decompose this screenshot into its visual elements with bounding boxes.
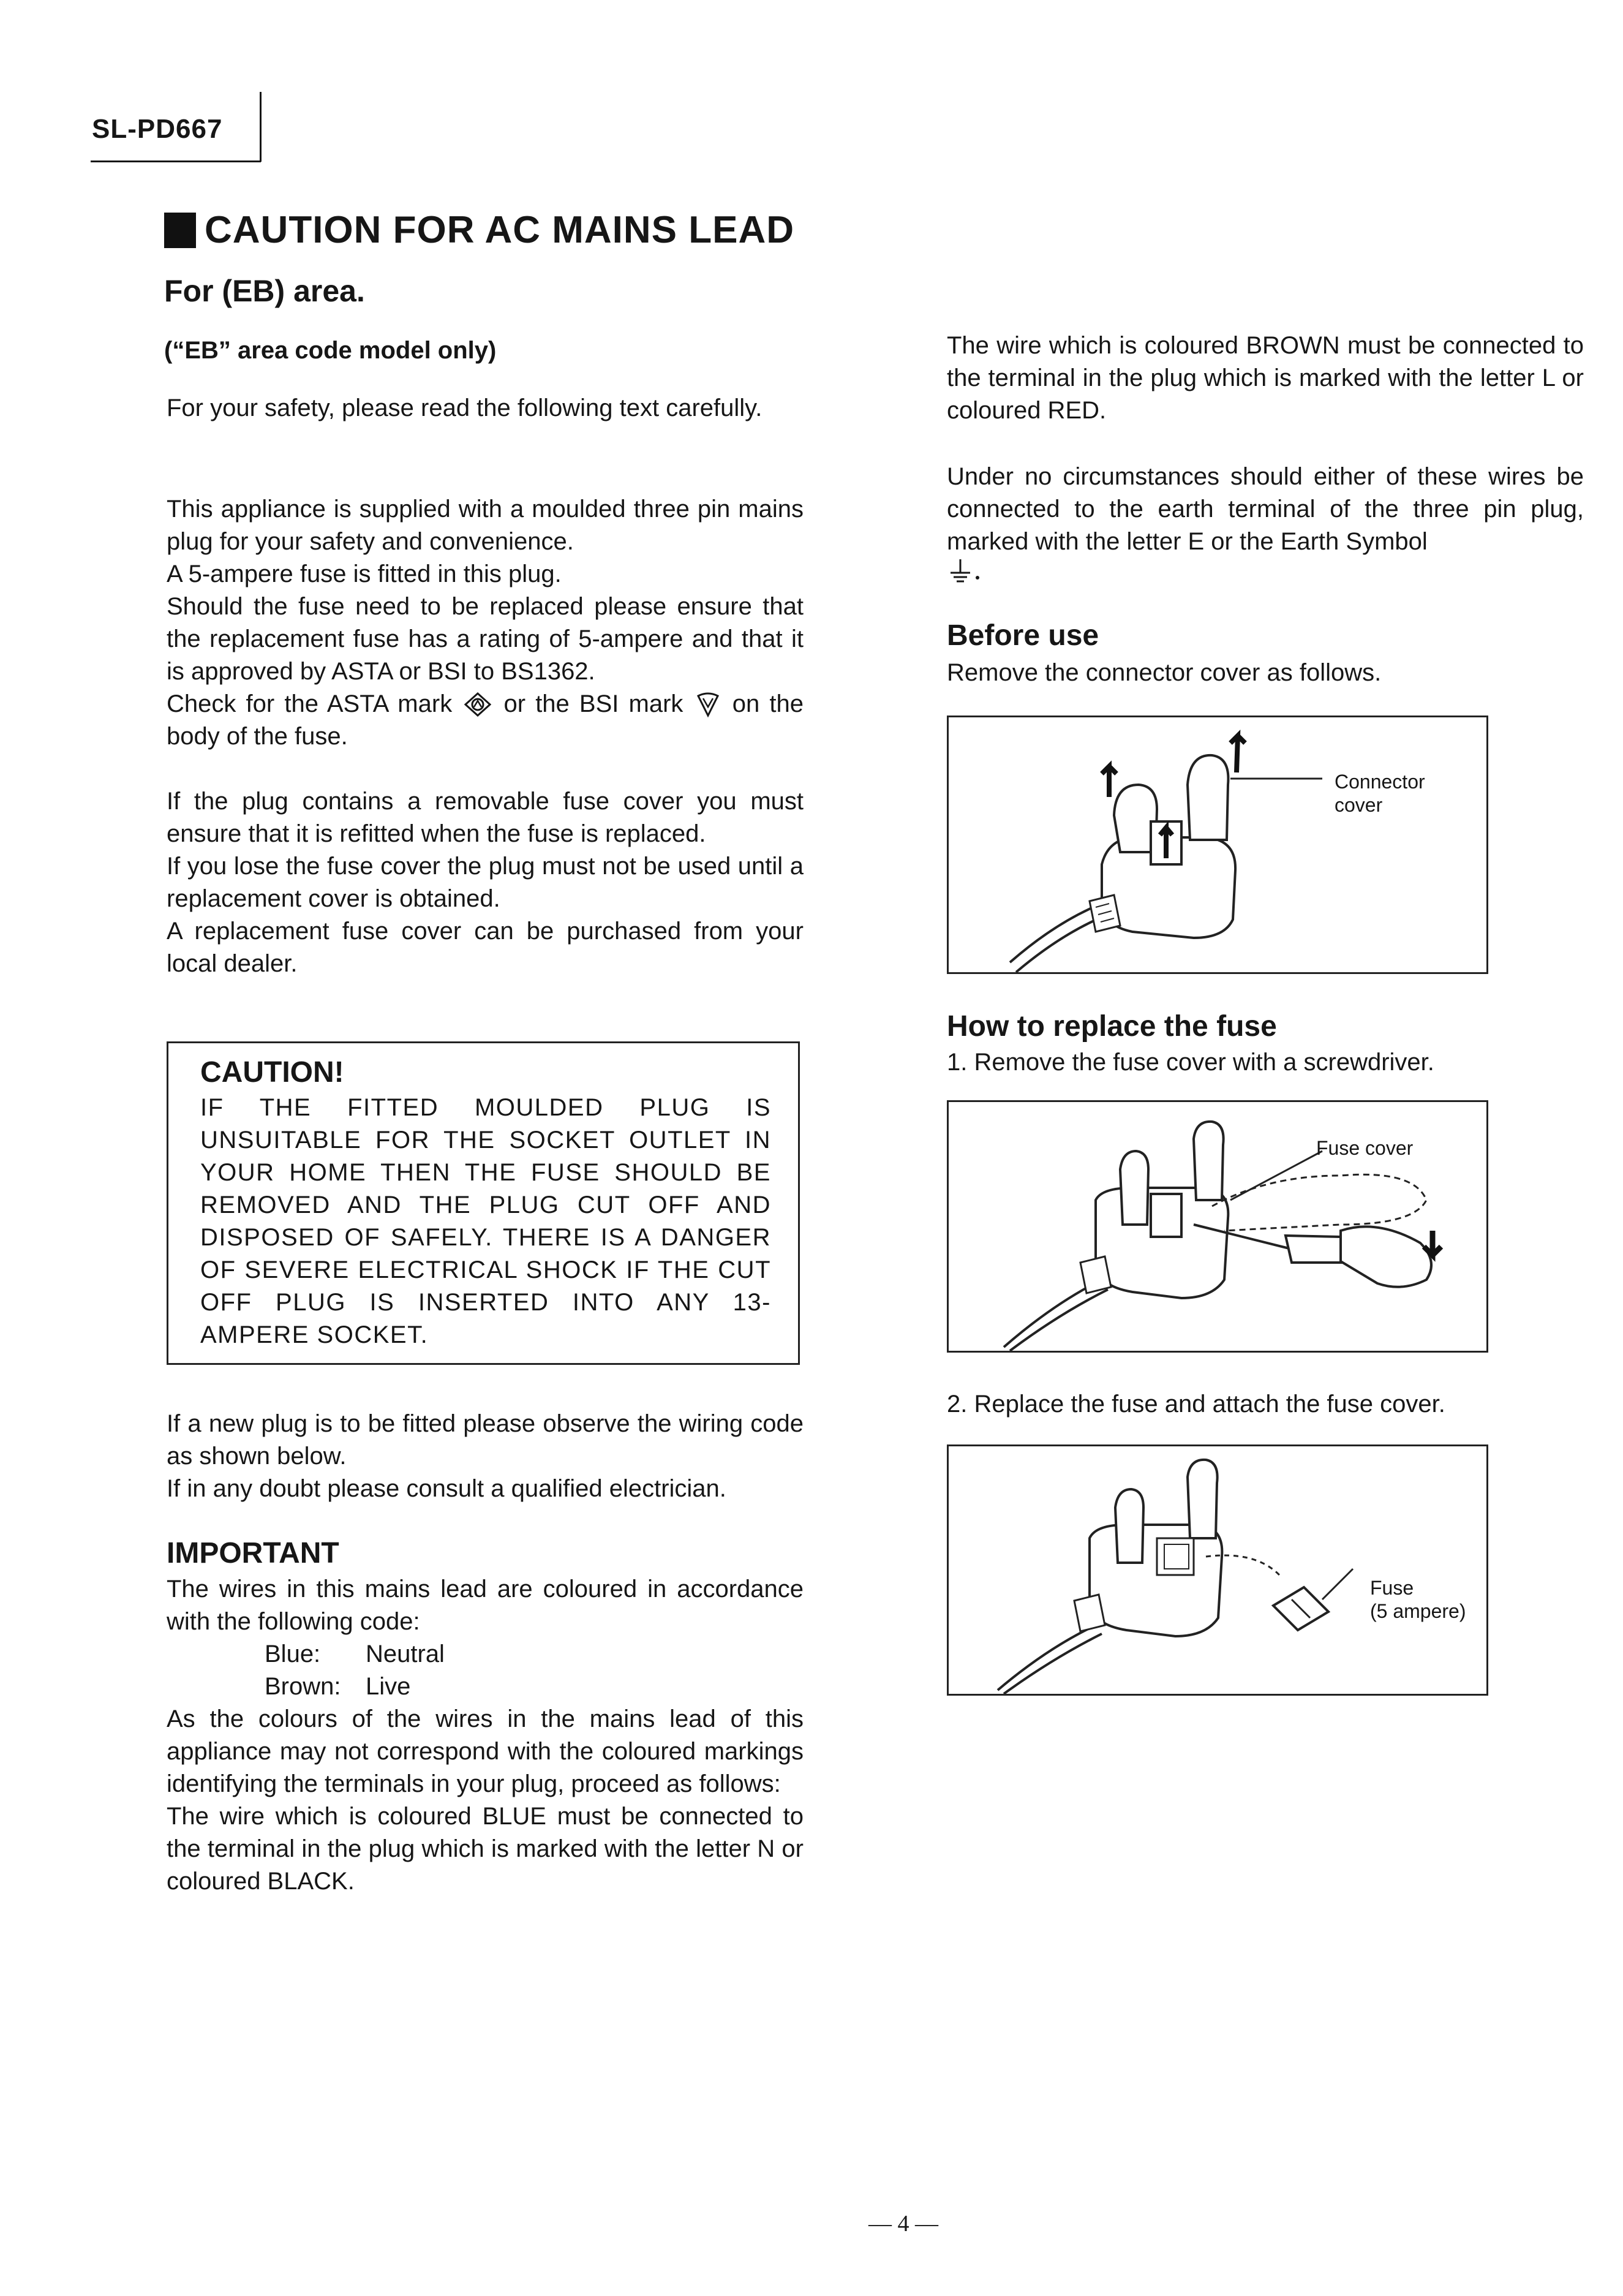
fuse-label [1370, 1576, 1466, 1623]
wire-brown-value: Live [366, 1673, 411, 1700]
fuse-cover-lost-text: If you lose the fuse cover the plug must not be used until a replacement cover is obtained. [167, 853, 804, 912]
fuse-mark-text [167, 688, 804, 753]
earth-symbol-icon [947, 558, 984, 585]
earth-warning-label: Under no circumstances should either of these wires be connected to the earth terminal of the three pin plug, marked with the letter E or the Earth Symbol [947, 463, 1584, 555]
wire-brown-label: Brown: [265, 1673, 341, 1700]
asta-mark-icon [464, 692, 491, 717]
earth-paragraph [947, 461, 1584, 585]
wiring-code-text: If a new plug is to be fitted please observe the wiring code as shown below. [167, 1410, 804, 1470]
plug-connector-illustration [949, 717, 1486, 972]
before-use-title: Before use [947, 619, 1099, 652]
wire-brown-row [167, 1671, 804, 1703]
fuse-figure [947, 1444, 1488, 1696]
fuse-paragraph [167, 493, 804, 753]
model-vertical-rule [260, 92, 262, 162]
connector-cover-label-line1: Connector [1335, 771, 1425, 793]
caution-box [167, 1041, 800, 1365]
subtitle: For (EB) area. [164, 274, 365, 308]
caution-text: IF THE FITTED MOULDED PLUG IS UNSUITABLE FOR THE SOCKET OUTLET IN YOUR HOME THEN THE FUSE SHOULD BE REMOVED AND THE PLUG CUT OFF AND DISPOSED OF SAFELY. THERE IS A DANGER OF SEVERE ELECTRICAL SHOCK IF THE CUT OFF PLUG IS INSERTED INTO ANY 13-AMPERE SOCKET. [200, 1094, 771, 1348]
fuse-cover-refit-text: If the plug contains a removable fuse cover you must ensure that it is refitted when the fuse is replaced. [167, 788, 804, 847]
wire-blue-value: Neutral [366, 1641, 445, 1667]
electrician-text: If in any doubt please consult a qualified electrician. [167, 1475, 726, 1502]
fuse-label-line2: (5 ampere) [1370, 1600, 1466, 1622]
bsi-kitemark-icon [696, 691, 720, 718]
wire-colour-mismatch-text: As the colours of the wires in the mains lead of this appliance may not correspond with the coloured markings identifying the terminals in your plug, proceed as follows: [167, 1705, 804, 1797]
connector-cover-label [1335, 770, 1425, 817]
connector-cover-figure [947, 716, 1488, 974]
wire-colour-intro: The wires in this mains lead are coloured in accordance with the following code: [167, 1576, 804, 1635]
brown-wire-paragraph [947, 330, 1584, 427]
wire-blue-row [167, 1638, 804, 1671]
intro-paragraph [167, 392, 804, 425]
brown-wire-text: The wire which is coloured BROWN must be connected to the terminal in the plug which is marked with the letter L or coloured RED. [947, 332, 1584, 424]
bullet-square-icon [164, 213, 196, 248]
fuse-cover-label: Fuse cover [1316, 1137, 1414, 1159]
plug-supplied-text: This appliance is supplied with a moulded three pin mains plug for your safety and convenience. [167, 496, 804, 555]
model-underline [91, 160, 261, 162]
fuse-cover-purchase-text: A replacement fuse cover can be purchased from your local dealer. [167, 918, 804, 977]
blue-wire-text: The wire which is coloured BLUE must be connected to the terminal in the plug which is marked with the letter N or coloured BLACK. [167, 1803, 804, 1895]
safety-intro: For your safety, please read the following text carefully. [167, 395, 763, 421]
bsi-mark-label: or the BSI mark [503, 690, 683, 717]
step-1-text: 1. Remove the fuse cover with a screwdriver. [947, 1049, 1434, 1076]
important-body [167, 1573, 804, 1898]
fuse-body-text: on the body of the fuse. [167, 690, 804, 750]
fuse-cover-figure [947, 1100, 1488, 1353]
fuse-replacement-illustration [949, 1446, 1486, 1694]
important-title: IMPORTANT [167, 1537, 339, 1569]
fuse-cover-paragraph [167, 785, 804, 980]
area-note: (“EB” area code model only) [164, 337, 497, 364]
asta-mark-label: Check for the ASTA mark [167, 690, 453, 717]
connector-cover-label-line2: cover [1335, 794, 1383, 816]
fuse-fitted-text: A 5-ampere fuse is fitted in this plug. [167, 561, 562, 587]
page-title [164, 208, 794, 252]
wire-blue-label: Blue: [265, 1641, 321, 1667]
page-number: — 4 — [868, 2211, 938, 2237]
earth-warning-text [947, 461, 1584, 558]
before-use-text: Remove the connector cover as follows. [947, 659, 1382, 686]
new-plug-paragraph [167, 1408, 804, 1505]
page-title-text: CAUTION FOR AC MAINS LEAD [205, 209, 794, 251]
fuse-label-line1: Fuse [1370, 1577, 1414, 1599]
model-tag: SL-PD667 [92, 114, 223, 144]
replace-fuse-title: How to replace the fuse [947, 1010, 1277, 1043]
caution-title: CAUTION! [200, 1056, 344, 1089]
step-2-text: 2. Replace the fuse and attach the fuse cover. [947, 1391, 1445, 1418]
fuse-replace-text: Should the fuse need to be replaced please ensure that the replacement fuse has a rating of 5-ampere and that it is approved by ASTA or BSI to BS1362. [167, 593, 804, 685]
